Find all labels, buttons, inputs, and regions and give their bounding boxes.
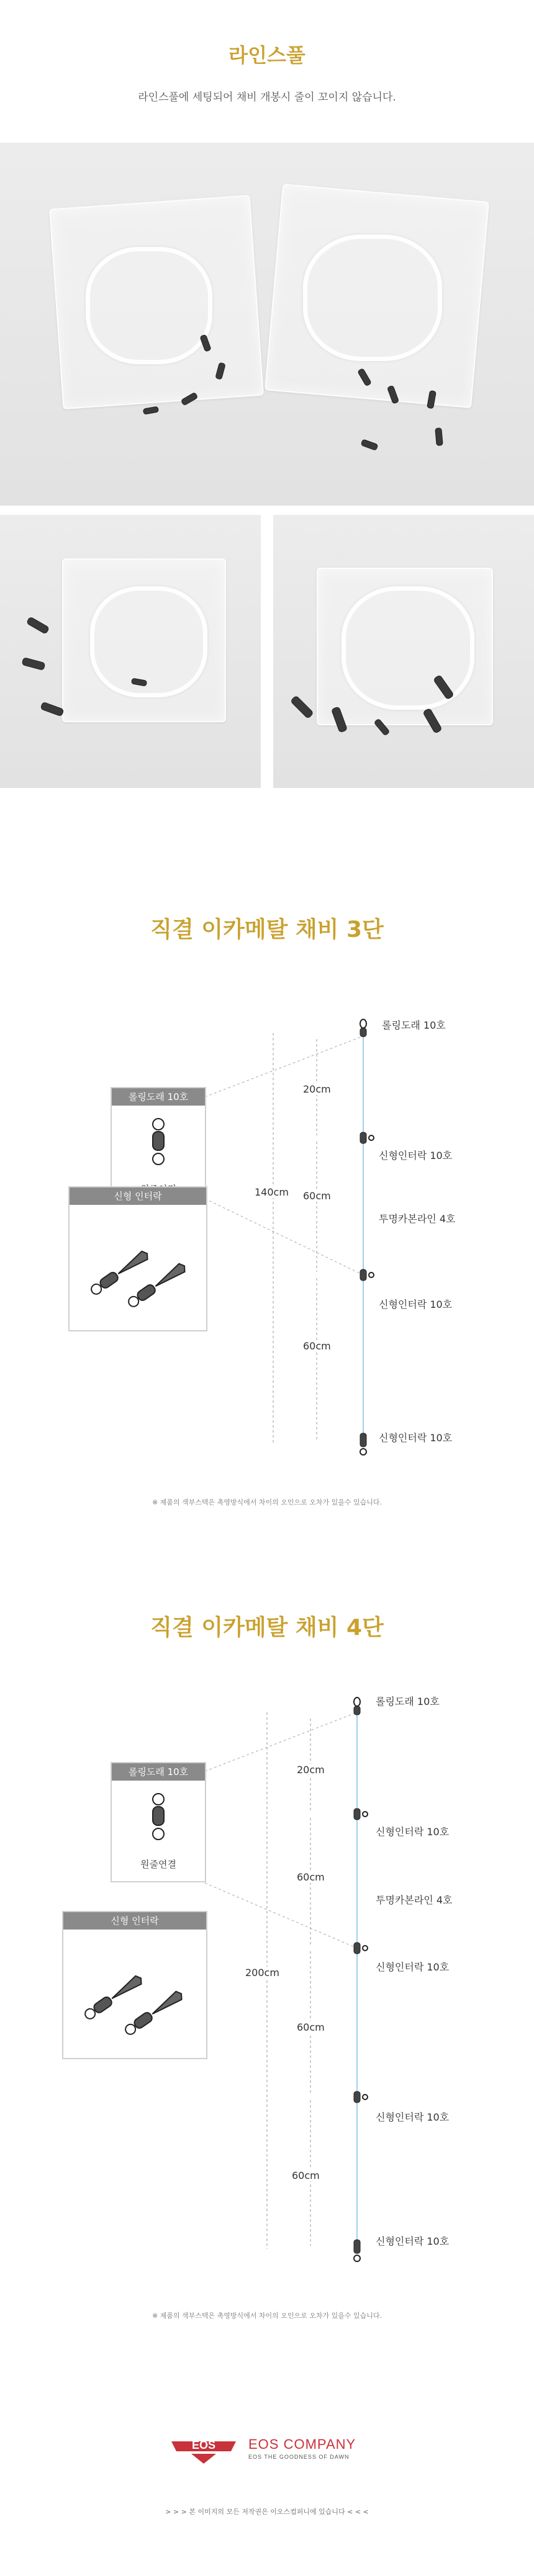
rig-closeup-photo-left xyxy=(0,515,261,788)
rig4-label-snap-4: 신형인터락 10호 xyxy=(376,2235,450,2247)
logo-mark-text: EOS xyxy=(191,2439,216,2451)
snap-swivels-illustration xyxy=(0,143,534,506)
rolling-swivel-icon xyxy=(112,1106,205,1180)
rig3-snap-callout xyxy=(205,1199,363,1275)
brand-name: EOS COMPANY xyxy=(248,2436,356,2452)
rig3-label-top-swivel: 롤링도래 10호 xyxy=(382,1019,446,1031)
rig3-rolling-swivel-icon xyxy=(360,1019,366,1037)
rig3-length-total: 140cm xyxy=(255,1186,289,1198)
rig4-label-line: 투명카본라인 4호 xyxy=(376,1894,453,1906)
rig4-length-seg1: 20cm xyxy=(297,1764,325,1776)
rig4-rolling-swivel-icon xyxy=(354,1697,360,1715)
rig3-snap-2-icon xyxy=(360,1269,374,1281)
rig4-label-snap-1: 신형인터락 10호 xyxy=(376,1826,450,1838)
rig3-label-line: 투명카본라인 4호 xyxy=(379,1213,456,1225)
rig3-swivel-callout xyxy=(205,1036,363,1097)
snap-swivels-closeup-right xyxy=(273,515,534,788)
rig4-swivel-callout xyxy=(205,1712,357,1771)
rig4-length-seg3: 60cm xyxy=(297,2021,325,2033)
rig3-note: ※ 제품의 색부스텍은 촉영방식에서 차이의 오인으로 오차가 있을수 있습니다. xyxy=(152,1498,382,1506)
rig3-snap-3-icon xyxy=(360,1433,366,1455)
intro-subtitle: 라인스풀에 세팅되어 채비 개봉시 줄이 꼬이지 않습니다. xyxy=(138,91,396,104)
rig3-swivel-card-title: 롤링도래 10호 xyxy=(112,1088,205,1106)
rig4-snap-1-icon xyxy=(354,1809,368,1820)
rig3-length-seg3: 60cm xyxy=(303,1340,331,1352)
rig4-label-snap-3: 신형인터락 10호 xyxy=(376,2111,450,2123)
rig3-label-snap-1: 신형인터락 10호 xyxy=(379,1150,453,1161)
rig3-snap-card-title: 신형 인터락 xyxy=(70,1187,206,1205)
rig4-length-seg4: 60cm xyxy=(292,2170,320,2181)
rig4-swivel-card-title: 롤링도래 10호 xyxy=(112,1763,205,1781)
brand-logo xyxy=(166,2423,371,2466)
brand-tagline: EOS THE GOODNESS OF DAWN xyxy=(248,2454,350,2460)
rig3-snap-1-icon xyxy=(360,1132,374,1143)
packaged-rigs-photo xyxy=(0,143,534,506)
rig3-title: 직결 이카메탈 채비 3단 xyxy=(150,917,384,942)
rig4-snap-callout xyxy=(205,1883,357,1948)
rig4-snap-3-icon xyxy=(354,2091,368,2103)
rig3-snap-card xyxy=(68,1186,207,1331)
rig-closeup-photo-right xyxy=(273,515,534,788)
interlock-snap-icon xyxy=(70,1205,206,1326)
rig4-swivel-card xyxy=(111,1762,206,1882)
rig3-length-seg2: 60cm xyxy=(303,1190,331,1202)
rig4-snap-card-title: 신형 인터락 xyxy=(63,1912,206,1930)
rig4-label-top-swivel: 롤링도래 10호 xyxy=(376,1696,440,1707)
rig3-length-seg1: 20cm xyxy=(303,1083,331,1095)
rig3-label-snap-3: 신형인터락 10호 xyxy=(379,1432,453,1444)
rolling-swivel-icon xyxy=(112,1781,205,1855)
eos-logo-icon xyxy=(166,2423,241,2466)
rig4-label-snap-2: 신형인터락 10호 xyxy=(376,1961,450,1973)
rig4-title: 직결 이카메탈 채비 4단 xyxy=(150,1615,384,1640)
rig4-note: ※ 제품의 색부스텍은 촉영방식에서 차이의 오인으로 오차가 있을수 있습니다. xyxy=(152,2312,382,2320)
intro-title: 라인스풀 xyxy=(229,43,305,67)
snap-swivels-closeup-left xyxy=(0,515,261,788)
rig4-swivel-card-caption: 원줄연결 xyxy=(140,1859,176,1870)
interlock-snap-icon xyxy=(63,1930,206,2054)
copyright-notice: > > > 본 이미지의 모든 저작권은 이오스컴퍼니에 있습니다 < < < xyxy=(165,2508,369,2516)
rig4-length-seg2: 60cm xyxy=(297,1871,325,1883)
rig4-snap-2-icon xyxy=(354,1943,368,1954)
rig4-snap-card xyxy=(62,1911,207,2059)
rig4-snap-4-icon xyxy=(354,2240,360,2261)
rig3-label-snap-2: 신형인터락 10호 xyxy=(379,1299,453,1310)
rig4-length-total: 200cm xyxy=(245,1967,279,1979)
